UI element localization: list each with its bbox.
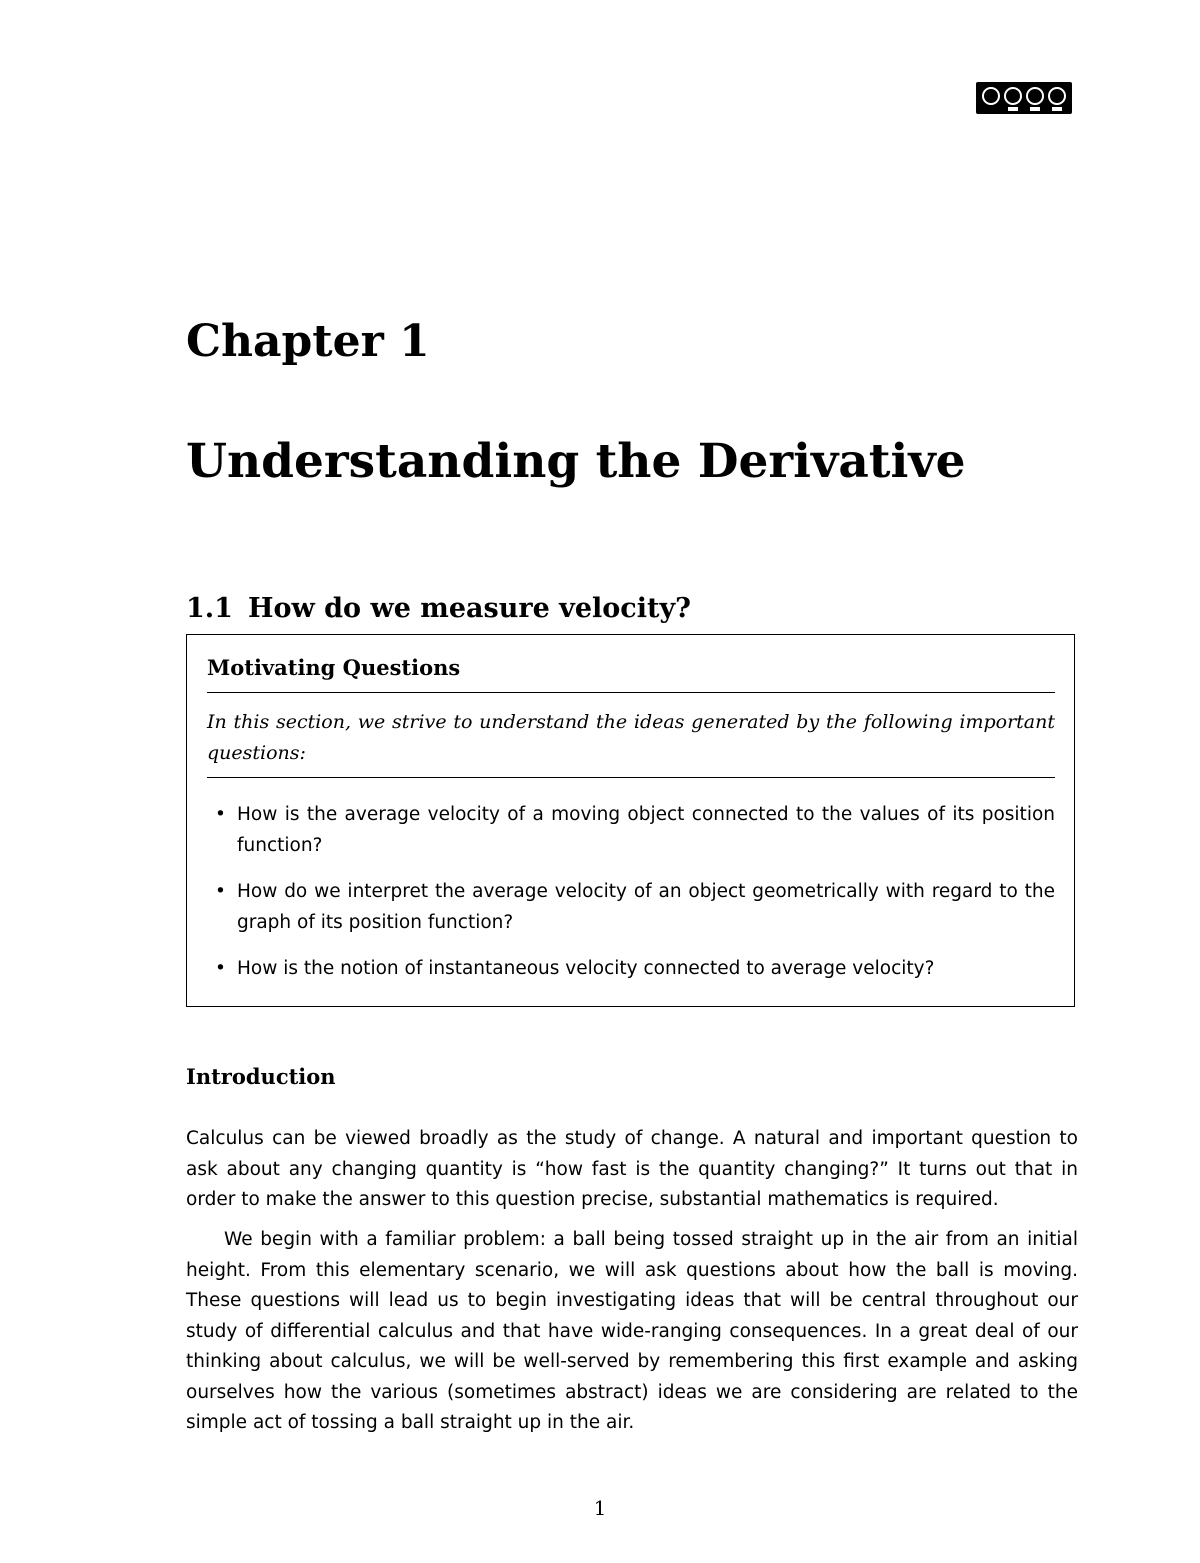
section-number: 1.1 (186, 593, 233, 624)
page-number: 1 (593, 1496, 607, 1520)
attribution-icon (1004, 87, 1022, 105)
motivating-questions-list (207, 799, 1055, 999)
section-title: How do we measure velocity? (248, 593, 691, 624)
bullet-icon: • (215, 958, 226, 979)
section-heading (186, 590, 691, 628)
bullet-icon: • (215, 804, 226, 825)
paragraph: We begin with a familiar problem: a ball being tossed straight up in the air from an initial height. From this elementary scenario, we will ask questions about how the ball is moving. These questions will lead us to begin investigating ideas that will be central throughout our study of differential calculus and that have wide-ranging consequences. In a great deal of our thinking about calculus, we will be well-served by remembering this first example and asking ourselves how the various (sometimes abstract) ideas we are considering are related to the simple act of tossing a ball straight up in the air. (186, 1229, 1078, 1433)
sharealike-icon (1048, 87, 1066, 105)
introduction-heading: Introduction (186, 1064, 336, 1089)
divider (207, 777, 1055, 778)
noncommercial-icon (1026, 87, 1044, 105)
list-item: • How do we interpret the average velocity of an object geometrically with regard to the graph of its position function? (207, 876, 1055, 938)
motivating-questions-title: Motivating Questions (207, 655, 461, 680)
chapter-title: Understanding the Derivative (186, 434, 966, 489)
creative-commons-license-icon (976, 82, 1072, 114)
motivating-questions-box (186, 634, 1075, 1007)
paragraph: Calculus can be viewed broadly as the study of change. A natural and important question to ask about any changing quantity is “how fast is the quantity changing?” It turns out that in order to make the answer to this question precise, substantial mathematics is required. (186, 1128, 1078, 1210)
cc-icon (982, 87, 1000, 105)
bullet-icon: • (215, 881, 226, 902)
divider (207, 692, 1055, 693)
list-item: • How is the average velocity of a moving object connected to the values of its position function? (207, 799, 1055, 861)
list-item: • How is the notion of instantaneous velocity connected to average velocity? (207, 953, 1055, 984)
motivating-questions-intro: In this section, we strive to understand the ideas generated by the following important questions: (207, 711, 1055, 764)
chapter-label: Chapter 1 (186, 316, 430, 367)
